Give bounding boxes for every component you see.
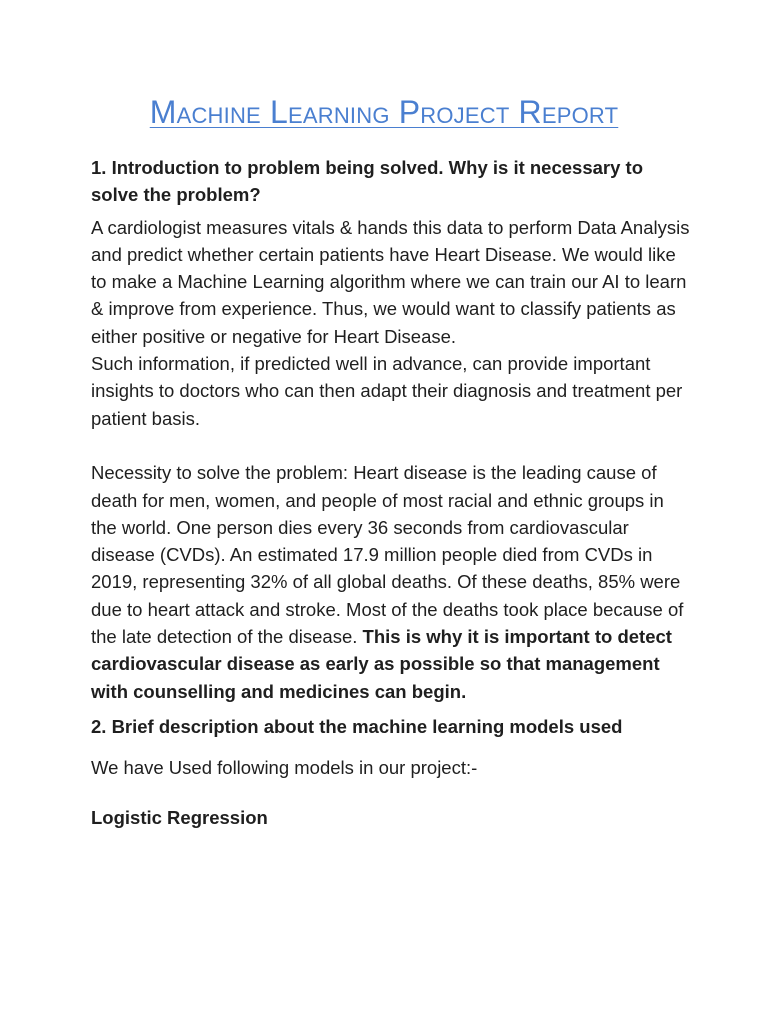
- necessity-text: Necessity to solve the problem: Heart disease is the leading cause of death for men, women, and people of most racial and ethnic groups in the world. One person dies every 36 seconds from cardiovascular disease (CVDs). An estimated 17.9 million people died from CVDs in 2019, representing 32% of all global deaths. Of these deaths, 85% were due to heart attack and stroke. Most of the deaths took place because of the late detection of the disease.: [91, 462, 684, 648]
- section-1-heading: 1. Introduction to problem being solved. Why is it necessary to solve the problem?: [91, 157, 644, 206]
- models-intro-text: We have Used following models in our project:-: [91, 757, 478, 779]
- paragraph-spacer: [91, 432, 691, 459]
- document-body: [91, 154, 691, 831]
- model-logistic-regression-heading: Logistic Regression: [91, 806, 268, 828]
- necessity-emphasis-text: This is why it is important to detect cardiovascular disease as early as possible so that management with counselling and medicines can begin.: [91, 626, 672, 702]
- section-1-paragraph-3: [91, 459, 691, 705]
- section-2-heading: 2. Brief description about the machine learning models used: [91, 715, 623, 737]
- document-title: Machine Learning Project Report: [149, 94, 619, 130]
- section-1-paragraph-1: A cardiologist measures vitals & hands this data to perform Data Analysis and predict whether certain patients have Heart Disease. We would like to make a Machine Learning algorithm where we can train our AI to learn & improve from experience. Thus, we would want to classify patients as either positive or negative for Heart Disease.: [91, 216, 690, 347]
- section-1-paragraph-2: Such information, if predicted well in advance, can provide important insights to doctors who can then adapt their diagnosis and treatment per patient basis.: [91, 353, 683, 429]
